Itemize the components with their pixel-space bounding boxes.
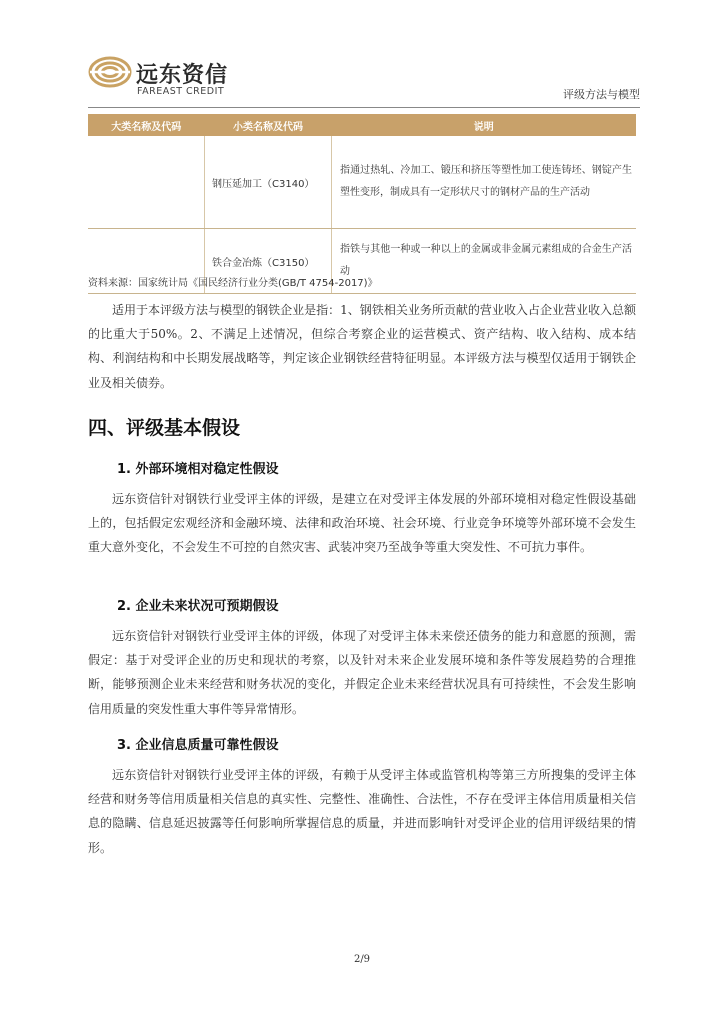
subsection-paragraph-3: 远东资信针对钢铁行业受评主体的评级，有赖于从受评主体或监管机构等第三方所搜集的受评主体经营和财务等信用质量相关信息的真实性、完整性、准确性、合法性，不存在受评主体信用质量相关信息的隐瞒、信息延迟披露等任何影响所掌握信息的质量，并进而影响针对受评企业的信用评级结果的情形。 xyxy=(88,768,636,855)
fareast-logo-icon xyxy=(88,52,132,92)
header-divider xyxy=(88,107,640,108)
section-heading: 四、评级基本假设 xyxy=(88,417,241,439)
table-header-row xyxy=(88,114,636,136)
table-cell-description: 指铁与其他一种或一种以上的金属或非金属元素组成的合金生产活动 xyxy=(332,229,637,294)
column-header-subcategory: 小类名称及代码 xyxy=(205,114,332,136)
page-number: 2/9 xyxy=(353,954,371,965)
brand-name-cn: 远东资信 xyxy=(136,63,229,88)
subsection-paragraph-1: 远东资信针对钢铁行业受评主体的评级，是建立在对受评主体发展的外部环境相对稳定性假设基础上的，包括假定宏观经济和金融环境、法律和政治环境、社会环境、行业竞争环境等外部环境不会发生重大意外变化，不会发生不可控的自然灾害、武装冲突乃至战争等重大突发性、不可抗力事件。 xyxy=(88,492,636,555)
subsection-heading-3: 3. 企业信息质量可靠性假设 xyxy=(117,738,279,753)
scope-paragraph: 适用于本评级方法与模型的钢铁企业是指：1、钢铁相关业务所贡献的营业收入占企业营业收入总额的比重大于50%。2、不满足上述情况，但综合考察企业的运营模式、资产结构、收入结构、成本结构、利润结构和中长期发展战略等，判定该企业钢铁经营特征明显。本评级方法与模型仅适用于钢铁企业及相关债券。 xyxy=(88,303,636,390)
column-header-category: 大类名称及代码 xyxy=(88,114,205,136)
page-header xyxy=(88,48,640,106)
table-row xyxy=(88,136,636,229)
column-header-description: 说明 xyxy=(332,114,637,136)
subsection-paragraph-2: 远东资信针对钢铁行业受评主体的评级，体现了对受评主体未来偿还债务的能力和意愿的预测，需假定：基于对受评企业的历史和现状的考察，以及针对未来企业发展环境和条件等发展趋势的合理推断，能够预测企业未来经营和财务状况的变化，并假定企业未来经营状况具有可持续性，不会发生影响信用质量的突发性重大事件等异常情形。 xyxy=(88,629,636,716)
subsection-heading-2: 2. 企业未来状况可预期假设 xyxy=(117,599,279,614)
industry-classification-table xyxy=(88,114,636,294)
table-cell-subcategory: 铁合金冶炼（C3150） xyxy=(205,229,332,294)
subsection-heading-1: 1. 外部环境相对稳定性假设 xyxy=(117,462,279,477)
header-section-label: 评级方法与模型 xyxy=(563,88,640,101)
brand-name-en: FAREAST CREDIT xyxy=(137,86,225,97)
table-cell-description: 指通过热轧、冷加工、锻压和挤压等塑性加工使连铸坯、钢锭产生塑性变形，制成具有一定形状尺寸的钢材产品的生产活动 xyxy=(332,136,637,229)
table-source-note: 资料来源：国家统计局《国民经济行业分类(GB/T 4754-2017)》 xyxy=(88,278,378,289)
table-cell-subcategory: 钢压延加工（C3140） xyxy=(205,136,332,229)
table-cell-category xyxy=(88,136,205,229)
